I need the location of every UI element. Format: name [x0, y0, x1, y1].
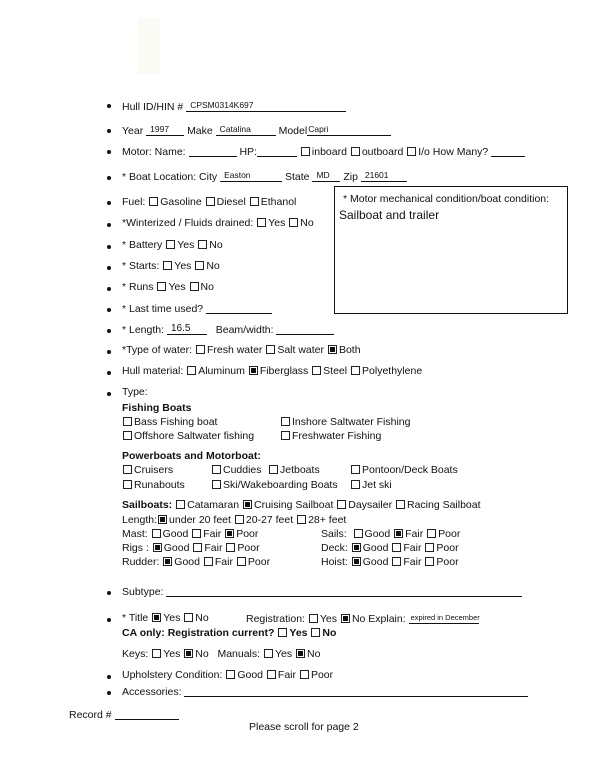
record-row: [69, 708, 179, 722]
power-opt: Jetboats: [268, 464, 320, 477]
runs-no-checkbox[interactable]: [190, 282, 199, 291]
fishing-opt: Bass Fishing boat: [122, 416, 217, 429]
fuel-label: Fuel:: [122, 196, 146, 208]
bullet: [107, 392, 111, 396]
length-label: * Length:: [122, 324, 165, 336]
scroll-note: Please scroll for page 2: [249, 721, 359, 733]
inboard-checkbox[interactable]: [301, 147, 310, 156]
rigs-fair-checkbox[interactable]: [193, 543, 202, 552]
title-label: * Title: [122, 612, 149, 624]
manuals-no-checkbox[interactable]: [296, 649, 305, 658]
bullet: [107, 591, 111, 595]
bullet: [107, 329, 111, 333]
hoist-poor-checkbox[interactable]: [425, 557, 434, 566]
winterized-label: *Winterized / Fluids drained:: [122, 217, 254, 229]
location-row: [122, 170, 407, 184]
diesel-checkbox[interactable]: [206, 197, 215, 206]
sails-row: Sails: Good Fair Poor: [321, 528, 461, 540]
type-label: Type:: [122, 386, 148, 398]
salt-water-checkbox[interactable]: [266, 345, 275, 354]
rigs-good-checkbox[interactable]: [153, 543, 162, 552]
zip-field[interactable]: 21601: [361, 170, 407, 182]
ca-yes-checkbox[interactable]: [278, 628, 287, 637]
bullet: [107, 176, 111, 180]
upholstery-good-checkbox[interactable]: [226, 670, 235, 679]
fishing-opt: Inshore Saltwater Fishing: [280, 416, 410, 429]
bullet: [107, 245, 111, 249]
power-opt: Pontoon/Deck Boats: [350, 464, 458, 477]
accessories-label: Accessories:: [122, 686, 182, 698]
sail-length-row: Length: under 20 feet 20-27 feet 28+ feet: [122, 514, 347, 526]
state-label: State: [284, 171, 310, 183]
fishing-opt: Freshwater Fishing: [280, 430, 381, 443]
explain-field[interactable]: expired in December: [410, 613, 480, 622]
power-opt: Cruisers: [122, 464, 173, 477]
subtype-row: [122, 585, 522, 599]
bass-checkbox[interactable]: [123, 417, 132, 426]
battery-label: * Battery: [122, 239, 163, 251]
make-label: Make: [187, 125, 213, 137]
condition-value: Sailboat and trailer: [339, 208, 440, 222]
motor-name-field[interactable]: [189, 145, 237, 157]
condition-label: * Motor mechanical condition/boat condition:: [343, 193, 550, 205]
battery-no-checkbox[interactable]: [198, 240, 207, 249]
winterized-yes-checkbox[interactable]: [257, 218, 266, 227]
pontoon-checkbox[interactable]: [351, 465, 360, 474]
last-used-label: * Last time used?: [122, 303, 204, 315]
model-field[interactable]: Capri: [307, 124, 391, 136]
state-field[interactable]: MD: [312, 170, 340, 182]
28-plus-checkbox[interactable]: [297, 515, 306, 524]
hoist-good-checkbox[interactable]: [352, 557, 361, 566]
bullet: [107, 223, 111, 227]
aluminum-checkbox[interactable]: [187, 366, 196, 375]
length-row: [122, 323, 334, 337]
condition-box[interactable]: [334, 186, 568, 314]
zip-label: Zip: [343, 171, 358, 183]
under-20-checkbox[interactable]: [158, 515, 167, 524]
keys-yes-checkbox[interactable]: [152, 649, 161, 658]
power-opt: Jet ski: [350, 479, 392, 492]
bullet: [107, 201, 111, 205]
registration-row: Registration: Yes No Explain: expired in December: [246, 613, 480, 625]
sails-good-checkbox[interactable]: [354, 529, 363, 538]
subtype-field[interactable]: [166, 585, 522, 597]
power-opt: Runabouts: [122, 479, 185, 492]
sail-heading: Sailboats:: [122, 499, 173, 511]
year-field[interactable]: 1997: [146, 124, 184, 136]
battery-yes-checkbox[interactable]: [166, 240, 175, 249]
deck-poor-checkbox[interactable]: [425, 543, 434, 552]
both-water-checkbox[interactable]: [328, 345, 337, 354]
mast-good-checkbox[interactable]: [152, 529, 161, 538]
daysailer-checkbox[interactable]: [337, 500, 346, 509]
catamaran-checkbox[interactable]: [176, 500, 185, 509]
city-field[interactable]: Easton: [220, 170, 282, 182]
ca-no-checkbox[interactable]: [311, 628, 320, 637]
bullet: [107, 308, 111, 312]
scan-smudge: [138, 18, 160, 74]
mast-poor-checkbox[interactable]: [225, 529, 234, 538]
runabouts-checkbox[interactable]: [123, 480, 132, 489]
outboard-checkbox[interactable]: [351, 147, 360, 156]
keys-no-checkbox[interactable]: [184, 649, 193, 658]
record-label: Record #: [69, 709, 112, 721]
accessories-field[interactable]: [184, 685, 528, 697]
beam-label: Beam/width:: [215, 324, 274, 336]
mast-row: Mast: Good Fair Poor: [122, 528, 259, 540]
20-27-checkbox[interactable]: [235, 515, 244, 524]
subtype-label: Subtype:: [122, 586, 164, 598]
registration-yes-checkbox[interactable]: [309, 614, 318, 623]
sails-poor-checkbox[interactable]: [427, 529, 436, 538]
bullet: [107, 371, 111, 375]
upholstery-poor-checkbox[interactable]: [300, 670, 309, 679]
ethanol-checkbox[interactable]: [250, 197, 259, 206]
bullet: [107, 618, 111, 622]
rudder-row: Rudder: Good Fair Poor: [122, 556, 271, 568]
bullet: [107, 675, 111, 679]
fishing-heading: Fishing Boats: [122, 402, 192, 414]
jetboats-checkbox[interactable]: [269, 465, 278, 474]
runs-label: * Runs: [122, 281, 154, 293]
make-field[interactable]: Catalina: [216, 124, 276, 136]
polyethylene-checkbox[interactable]: [351, 366, 360, 375]
beam-field[interactable]: [276, 323, 334, 335]
cruisers-checkbox[interactable]: [123, 465, 132, 474]
racing-sailboat-checkbox[interactable]: [396, 500, 405, 509]
water-row: *Type of water: Fresh water Salt water Both: [122, 344, 361, 356]
starts-label: * Starts:: [122, 260, 160, 272]
accessories-row: [122, 685, 528, 699]
registration-no-checkbox[interactable]: [341, 614, 350, 623]
rigs-poor-checkbox[interactable]: [226, 543, 235, 552]
sail-row: Sailboats: Catamaran Cruising Sailboat Daysailer Racing Sailboat: [122, 499, 481, 511]
title-yes-checkbox[interactable]: [152, 613, 161, 622]
power-heading: Powerboats and Motorboat:: [122, 450, 261, 462]
hull-label: Hull ID/HIN #: [122, 101, 184, 113]
jetski-checkbox[interactable]: [351, 480, 360, 489]
bullet: [107, 266, 111, 270]
hoist-fair-checkbox[interactable]: [392, 557, 401, 566]
last-used-row: [122, 302, 272, 316]
hull-field[interactable]: CPSM0314K697: [186, 100, 346, 112]
model-label: Model: [278, 125, 308, 137]
io-checkbox[interactable]: [407, 147, 416, 156]
rudder-fair-checkbox[interactable]: [204, 557, 213, 566]
cuddies-checkbox[interactable]: [212, 465, 221, 474]
inshore-checkbox[interactable]: [281, 417, 290, 426]
sails-fair-checkbox[interactable]: [394, 529, 403, 538]
title-row: * Title Yes No: [122, 612, 209, 624]
ca-label: CA only: Registration current?: [122, 627, 275, 639]
upholstery-row: Upholstery Condition: Good Fair Poor: [122, 669, 334, 681]
year-row: [122, 124, 391, 138]
bullet: [107, 104, 111, 108]
year-label: Year: [122, 125, 144, 137]
starts-row: * Starts: Yes No: [122, 260, 220, 272]
hull-material-row: Hull material: Aluminum Fiberglass Steel Polyethylene: [122, 365, 423, 377]
upholstery-fair-checkbox[interactable]: [267, 670, 276, 679]
hp-field[interactable]: [257, 145, 297, 157]
bullet: [107, 150, 111, 154]
keys-row: Keys: Yes No Manuals: Yes No: [122, 648, 321, 660]
motor-row: Motor: Name: HP: inboard outboard I/o How Many?: [122, 145, 525, 159]
starts-yes-checkbox[interactable]: [163, 261, 172, 270]
fiberglass-checkbox[interactable]: [249, 366, 258, 375]
deck-good-checkbox[interactable]: [352, 543, 361, 552]
city-label: * Boat Location: City: [122, 171, 218, 183]
sail-length-label: Length:: [122, 514, 158, 526]
winterized-no-checkbox[interactable]: [289, 218, 298, 227]
power-opt: Cuddies: [211, 464, 262, 477]
record-field[interactable]: [115, 708, 179, 720]
gasoline-checkbox[interactable]: [149, 197, 158, 206]
deck-row: Deck: Good Fair Poor: [321, 542, 459, 554]
power-opt: Ski/Wakeboarding Boats: [211, 479, 338, 492]
runs-yes-checkbox[interactable]: [157, 282, 166, 291]
bullet: [107, 691, 111, 695]
hull-material-label: Hull material:: [122, 365, 184, 377]
starts-no-checkbox[interactable]: [195, 261, 204, 270]
upholstery-label: Upholstery Condition:: [122, 669, 223, 681]
hoist-row: Hoist: Good Fair Poor: [321, 556, 459, 568]
rudder-good-checkbox[interactable]: [163, 557, 172, 566]
hull-row: [122, 100, 346, 114]
motor-name-label: Motor: Name:: [122, 146, 186, 158]
bullet: [107, 350, 111, 354]
runs-row: * Runs Yes No: [122, 281, 214, 293]
ca-row: CA only: Registration current? Yes No: [122, 627, 337, 639]
manuals-label: Manuals:: [217, 648, 261, 660]
mast-fair-checkbox[interactable]: [192, 529, 201, 538]
length-field[interactable]: 16.5: [167, 323, 207, 335]
battery-row: * Battery Yes No: [122, 239, 223, 251]
keys-label: Keys:: [122, 648, 149, 660]
last-used-field[interactable]: [206, 302, 272, 314]
deck-fair-checkbox[interactable]: [392, 543, 401, 552]
how-many-field[interactable]: [491, 145, 525, 157]
fresh-water-checkbox[interactable]: [196, 345, 205, 354]
fuel-row: Fuel: Gasoline Diesel Ethanol: [122, 196, 297, 208]
cruising-sailboat-checkbox[interactable]: [243, 500, 252, 509]
title-no-checkbox[interactable]: [184, 613, 193, 622]
manuals-yes-checkbox[interactable]: [264, 649, 273, 658]
bullet: [107, 129, 111, 133]
rudder-poor-checkbox[interactable]: [237, 557, 246, 566]
freshwater-fishing-checkbox[interactable]: [281, 431, 290, 440]
bullet: [107, 287, 111, 291]
fishing-opt: Offshore Saltwater fishing: [122, 430, 254, 443]
winterized-row: *Winterized / Fluids drained: Yes No: [122, 217, 314, 229]
offshore-checkbox[interactable]: [123, 431, 132, 440]
steel-checkbox[interactable]: [312, 366, 321, 375]
rigs-row: Rigs : Good Fair Poor: [122, 542, 260, 554]
ski-checkbox[interactable]: [212, 480, 221, 489]
registration-label: Registration:: [246, 613, 305, 625]
hp-label: HP:: [239, 146, 257, 158]
water-label: *Type of water:: [122, 344, 193, 356]
